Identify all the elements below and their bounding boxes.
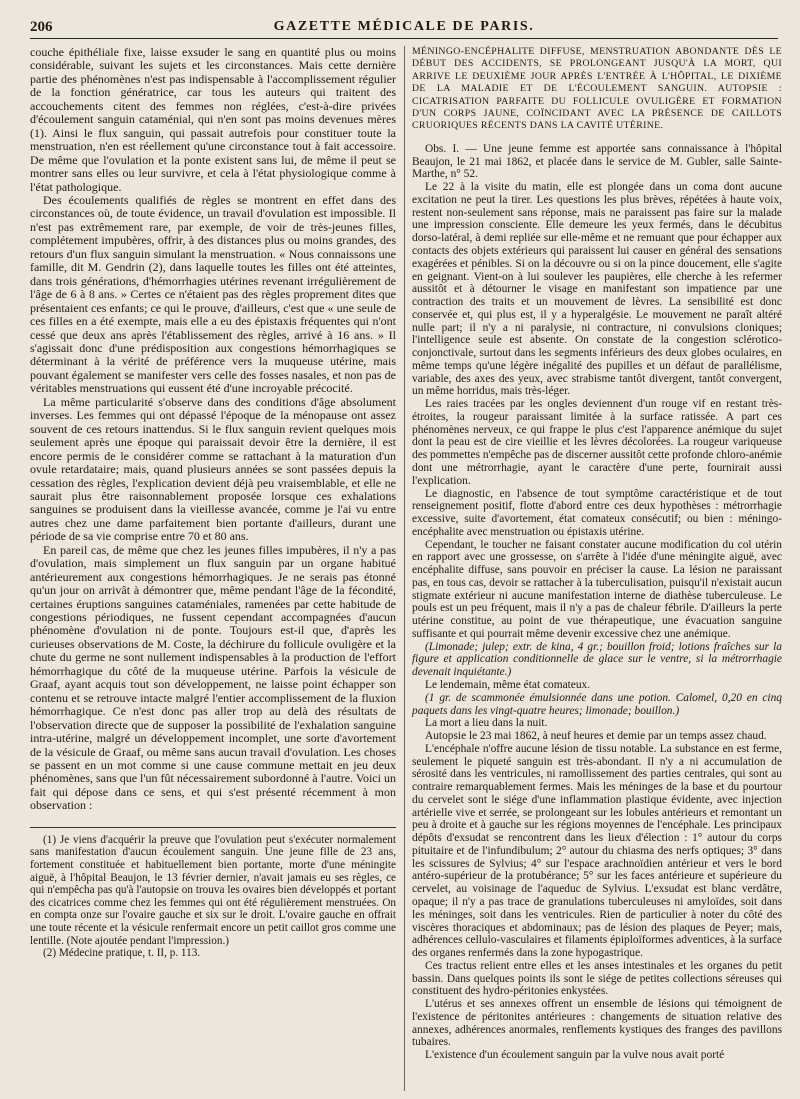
paragraph: La mort a lieu dans la nuit. <box>425 717 548 730</box>
paragraph: Le 22 à la visite du matin, elle est plongée dans un coma dont aucune excitation ne peut la tirer. Les questions les plus brèves, répétées à haute voix, restent non-seulement sans réponse, mais ne paraissent pas faire sur la malade une impression consciente. Elle demeure les yeux fermés, dans le décubitus dorso-latéral, à demi repliée sur elle-même et ne remuant que pour échapper aux contacts des objets extérieurs qui paraissent lui causer en général des sensations exagérées et pénibles. Si on la découvre ou si on la pince doucement, elle s'agite en geignant. Vient-on à lui soulever les paupières, elle cherche à les refermer aussitôt et à détourner le visage en manifestant son impatience par une contraction des traits et un mouvement de lèvres. La sensibilité est donc conservée et, qui plus est, il y a hyperalgésie. Le mouvement ne paraît altéré nulle part; il n'y a ni paralysie, ni contracture, ni convulsions cloniques; l'intelligence seule est absente. On constate de la congestion scléroticо-conjonctivale, surtout dans les segments inférieurs des deux globes oculaires, en même temps qu'une légère inégalité des pupilles et un défaut de parallélisme, variable, des axes des yeux, avec strabisme tantôt divergent, tantôt convergent, un même horridus, mais très-léger. <box>412 181 782 398</box>
footnote: (1) Je viens d'acquérir la preuve que l'ovulation peut s'exécuter normalement sans manifestation d'aucun écoulement sanguin. Une jeune fille de 23 ans, fortement constituée et habituellement bien portante, morte d'une méningite aiguë, à l'hôpital Beaujon, le 13 février dernier, n'avait jamais eu ses règles, ce qui n'empêcha pas qu'à l'autopsie on trouva les ovaires bien développés et portant des cicatrices comme chez les femmes qui ont été régulièrement menstruées. On en compta onze sur l'ovaire gauche et six sur le droit. L'ovaire gauche en offrait une toute récente et la vésicule renfermait encore un petit caillot gros comme une lentille. (Note ajoutée pendant l'impression.) <box>30 833 396 947</box>
paragraph: L'encéphale n'offre aucune lésion de tissu notable. La substance en est ferme, seulement le piqueté sanguin est très-abondant. Il n'y a ni accumulation de sérosité dans les ventricules, ni ramollissement des parties centrales, qui sont au contraire remarquablement fermes. Mais les méninges de la base et du pourtour du cervelet sont le siége d'une inflammation plastique évidente, avec injection artérielle vive et serrée, se prolongeant sur les lobules antérieurs et remontant un peu à droite et à gauche sur les régions moyennes de l'encéphale. Les principaux dépôts d'exsudat se rencontrent dans les lieux d'élection : 1° autour du corps pituitaire et de l'infundibulum; 2° autour du chiasma des nerfs optiques; 3° dans les scissures de Sylvius; 4° sur l'espace arachnoïdien antérieur et vers le bord antéro-supérieur de la protubérance; 5° sur les faces antérieure et supérieure du cervelet, au voisinage de l'aqueduc de Sylvius. L'exsudat est blanc verdâtre, opaque; il n'y a pas trace de granulations tuberculeuses ni amyloïdes, soit dans les méninges, soit dans les ventricules. Rien de particulier à noter du côté des viscères thoraciques et abdominaux; pas de lésion des plaques de Peyer; mais, adhérences cellulo-vasculaires et filaments épiploïformes adventices, à la surface des organes renfermés dans la zone hypogastrique. <box>412 742 782 960</box>
footnote-divider <box>30 827 396 828</box>
page-number: 206 <box>30 19 53 35</box>
right-column <box>412 46 782 1062</box>
column-divider <box>404 46 405 1091</box>
paragraph: Cependant, le toucher ne faisant constater aucune modification du col utérin en rapport avec une grossesse, on s'arrête à l'idée d'une méningite aiguë, avec encéphalite diffuse, sans pouvoir en préciser la cause. La lésion ne paraissant pas, en tous cas, devoir se rattacher à la tuberculisation, puisqu'il n'existait aucun stigmate extérieur ni aucune manifestation interne de diathèse tuberculeuse. Le pouls est un peu fréquent, mais il n'y a pas de chaleur fébrile. D'ailleurs la perte utérine constitue, au point de vue thérapeutique, une évacuation sanguine suffisante et qui pourrait même devenir excessive chez une anémique. <box>412 538 782 640</box>
paragraph: Les raies tracées par les ongles deviennent d'un rouge vif en restant très-étroites, la rougeur paraissant limitée à la surface ratissée. A part ces phénomènes nerveux, ce qui frappe le plus c'est l'apparence anémique du sujet dont la peau est de cire vieillie et les lèvres décolorées. La rougeur variqueuse des pommettes n'empêche pas de discerner aussitôt cette profonde chloro-anémie dont une métrorrhagie, ayant le caractère d'une perte, fournirait aussi l'explication. <box>412 398 782 487</box>
left-column <box>30 46 396 960</box>
footnote: (2) Médecine pratique, t. II, p. 113. <box>43 947 201 960</box>
paragraph: La même particularité s'observe dans des conditions d'âge absolument inverses. Les femmes qui ont dépassé l'époque de la ménopause ont assez souvent de ces retours inattendus. Si le flux sanguin revient quelques mois seulement après une époque qui paraissait devoir être la dernière, il est encore permis de le considérer comme se rattachant à la maturation d'un ovule retardataire; mais, quand plusieurs années se sont passées depuis la cessation des règles, l'explication devient déjà peu vraisemblable, et elle ne saurait plus être raisonnablement proposée lorsque ces exhalations sanguines se produisent dans la vieillesse avancée, comme je l'ai vu entre autres chez une dame parfaitement bien portante d'ailleurs, durant une période de sa vie comprise entre 70 et 80 ans. <box>30 394 396 544</box>
observation-summary: MÉNINGO-ENCÉPHALITE DIFFUSE, MENSTRUATION ABONDANTE DÈS LE DÉBUT DES ACCIDENTS, SE PROLONGEANT JUSQU'À LA MORT, QUI ARRIVE LE DEUXIÈME JOUR APRÈS L'ENTRÉE À L'HÔPITAL, LE DIXIÈME DE LA MALADIE ET DE L'ÉCOULEMENT SANGUIN. AUTOPSIE : CICATRISATION PARFAITE DU FOLLICULE OVULIGÈRE ET FORMATION D'UN CORPS JAUNE, COÏNCIDANT AVEC LA PRÉSENCE DE CAILLOTS CRUORIQUES RÉCENTS DANS LA CAVITÉ UTÉRINE. <box>412 46 782 132</box>
paragraph: Des écoulements qualifiés de règles se montrent en effet dans des circonstances où, de toute évidence, un travail d'ovulation est impossible. Il n'est pas extrêmement rare, par exemple, de voir de très-jeunes filles, complétement impubères, offrir, à des distances plus ou moins grandes, des retours d'un flux sanguin simulant la menstruation. « Nous connaissons une famille, dit M. Gendrin (2), dans laquelle toutes les filles ont été atteintes, dans trois générations, d'hémorrhagies utérines revenant irrégulièrement de l'âge de 6 à 8 ans. » Certes ce n'étaient pas des règles proprement dites que présentaient ces enfants; ce qui le prouve, d'ailleurs, c'est que « une seule de ces filles en a été exempte, mais elle a eu des épistaxis fréquentes qui n'ont cessé que deux ans après l'établissement des règles, arrivé à 16 ans. » Il s'agissait donc d'une prédisposition aux congestions hémorrhagiques se déterminant à la vérité de préférence vers la muqueuse utérine, mais pouvant également se manifester vers celle des fosses nasales, et non pas de véritables menstruations qui eussent été d'une incroyable précocité. <box>30 192 396 396</box>
footnotes <box>30 834 396 960</box>
journal-title: GAZETTE MÉDICALE DE PARIS. <box>273 19 535 34</box>
paragraph: Ces tractus relient entre elles et les anses intestinales et les organes du petit bassin. Dans quelques points ils sont le siége de petites collections séreuses qui constituent des hydro-péritonies enkystées. <box>412 959 782 998</box>
paragraph: Le diagnostic, en l'absence de tout symptôme caractéristique et de tout renseignement positif, flotte d'abord entre ces deux hypothèses : métrorrhagie excessive, suite d'avortement, état comateux consécutif; ou bien : méningo-encéphalite avec menstruation ou épistaxis utérine. <box>412 487 782 538</box>
paragraph: L'utérus et ses annexes offrent un ensemble de lésions qui témoignent de l'existence de péritonites antérieures : changements de situation relative des annexes, adhérences anormales, renflements kystiques des franges des pavillons tubaires. <box>412 998 782 1049</box>
paragraph: L'existence d'un écoulement sanguin par la vulve nous avait porté <box>425 1049 725 1062</box>
page-header <box>30 14 778 39</box>
prescription: (1 gr. de scammonée émulsionnée dans une potion. Calomel, 0,20 en cinq paquets dans les vingt-quatre heures; limonade; bouillon.) <box>412 691 782 717</box>
paragraph: Le lendemain, même état comateux. <box>425 679 591 691</box>
paragraph: couche épithéliale fixe, laisse exsuder le sang en quantité plus ou moins considérable, suivant les sujets et les circonstances. Mais cette dernière partie des phénomènes n'est pas indispensable à l'accomplissement régulier de la fonction génératrice, car tous les auteurs qui traitent des accouchements citent des femmes non réglées, c'est-à-dire privées d'écoulement sanguin cataménial, qui n'en sont pas moins devenues mères (1). Ainsi le flux sanguin, qui passait autrefois pour constituer toute la menstruation, n'en est réellement qu'une circonstance tout à fait accessoire. De même que l'ovulation et la ponte existent sans lui, de même il peut se montrer sans elles ou leur survivre, et cela à l'état physiologique comme à l'état pathologique. <box>30 45 396 194</box>
paragraph: Obs. I. — Une jeune femme est apportée sans connaissance à l'hôpital Beaujon, le 21 mai 1862, et placée dans le service de M. Gubler, salle Sainte-Marthe, n° 52. <box>412 142 782 181</box>
paragraph: En pareil cas, de même que chez les jeunes filles impubères, il n'y a pas d'ovulation, mais simplement un flux sanguin par un organe habitué antérieurement aux congestions hémorrhagiques. Je ne serais pas étonné qu'un jour on arrivât à démontrer que, même pendant l'âge de la fécondité, certaines éruptions sanguines cataméniales, ramenées par cette habitude de congestions périodiques, ne fussent cependant accompagnées d'aucun phénomène d'ovulation ni de ponte. Toujours est-il que, d'après les curieuses observations de M. Coste, la déchirure du follicule ovuligère et la chute du germe ne sont nullement indispensables à la production de l'effort hémorrhagique du côté de la muqueuse utérine. Parfois la vésicule de Graaf, ayant acquis tout son développement, ne laisse point échapper son contenu et se retrouve intacte malgré l'entier accomplissement de la fluxion hémorrhagique. Ce n'est donc pas aller trop au delà des résultats de l'observation directe que de supposer la possibilité de l'exhalation sanguine intra-utérine, malgré un développement incomplet, une sorte d'avortement de la vésicule de Graaf, ou même sans aucun travail d'ovulation. Les choses se passent en un mot comme si une cause commune mettait en jeu deux phénomènes, sans que l'un fût nécessairement subordonné à l'autre. Voici un fait qui dépose dans ce sens, et qui s'est présenté récemment à mon observation : <box>30 542 396 813</box>
prescription: (Limonade; julep; extr. de kina, 4 gr.; bouillon froid; lotions fraîches sur la figure et application conditionnelle de glace sur le ventre, si la métrorrhagie devenait inquiétante.) <box>412 640 782 679</box>
paragraph: Autopsie le 23 mai 1862, à neuf heures et demie par un temps assez chaud. <box>425 730 767 743</box>
